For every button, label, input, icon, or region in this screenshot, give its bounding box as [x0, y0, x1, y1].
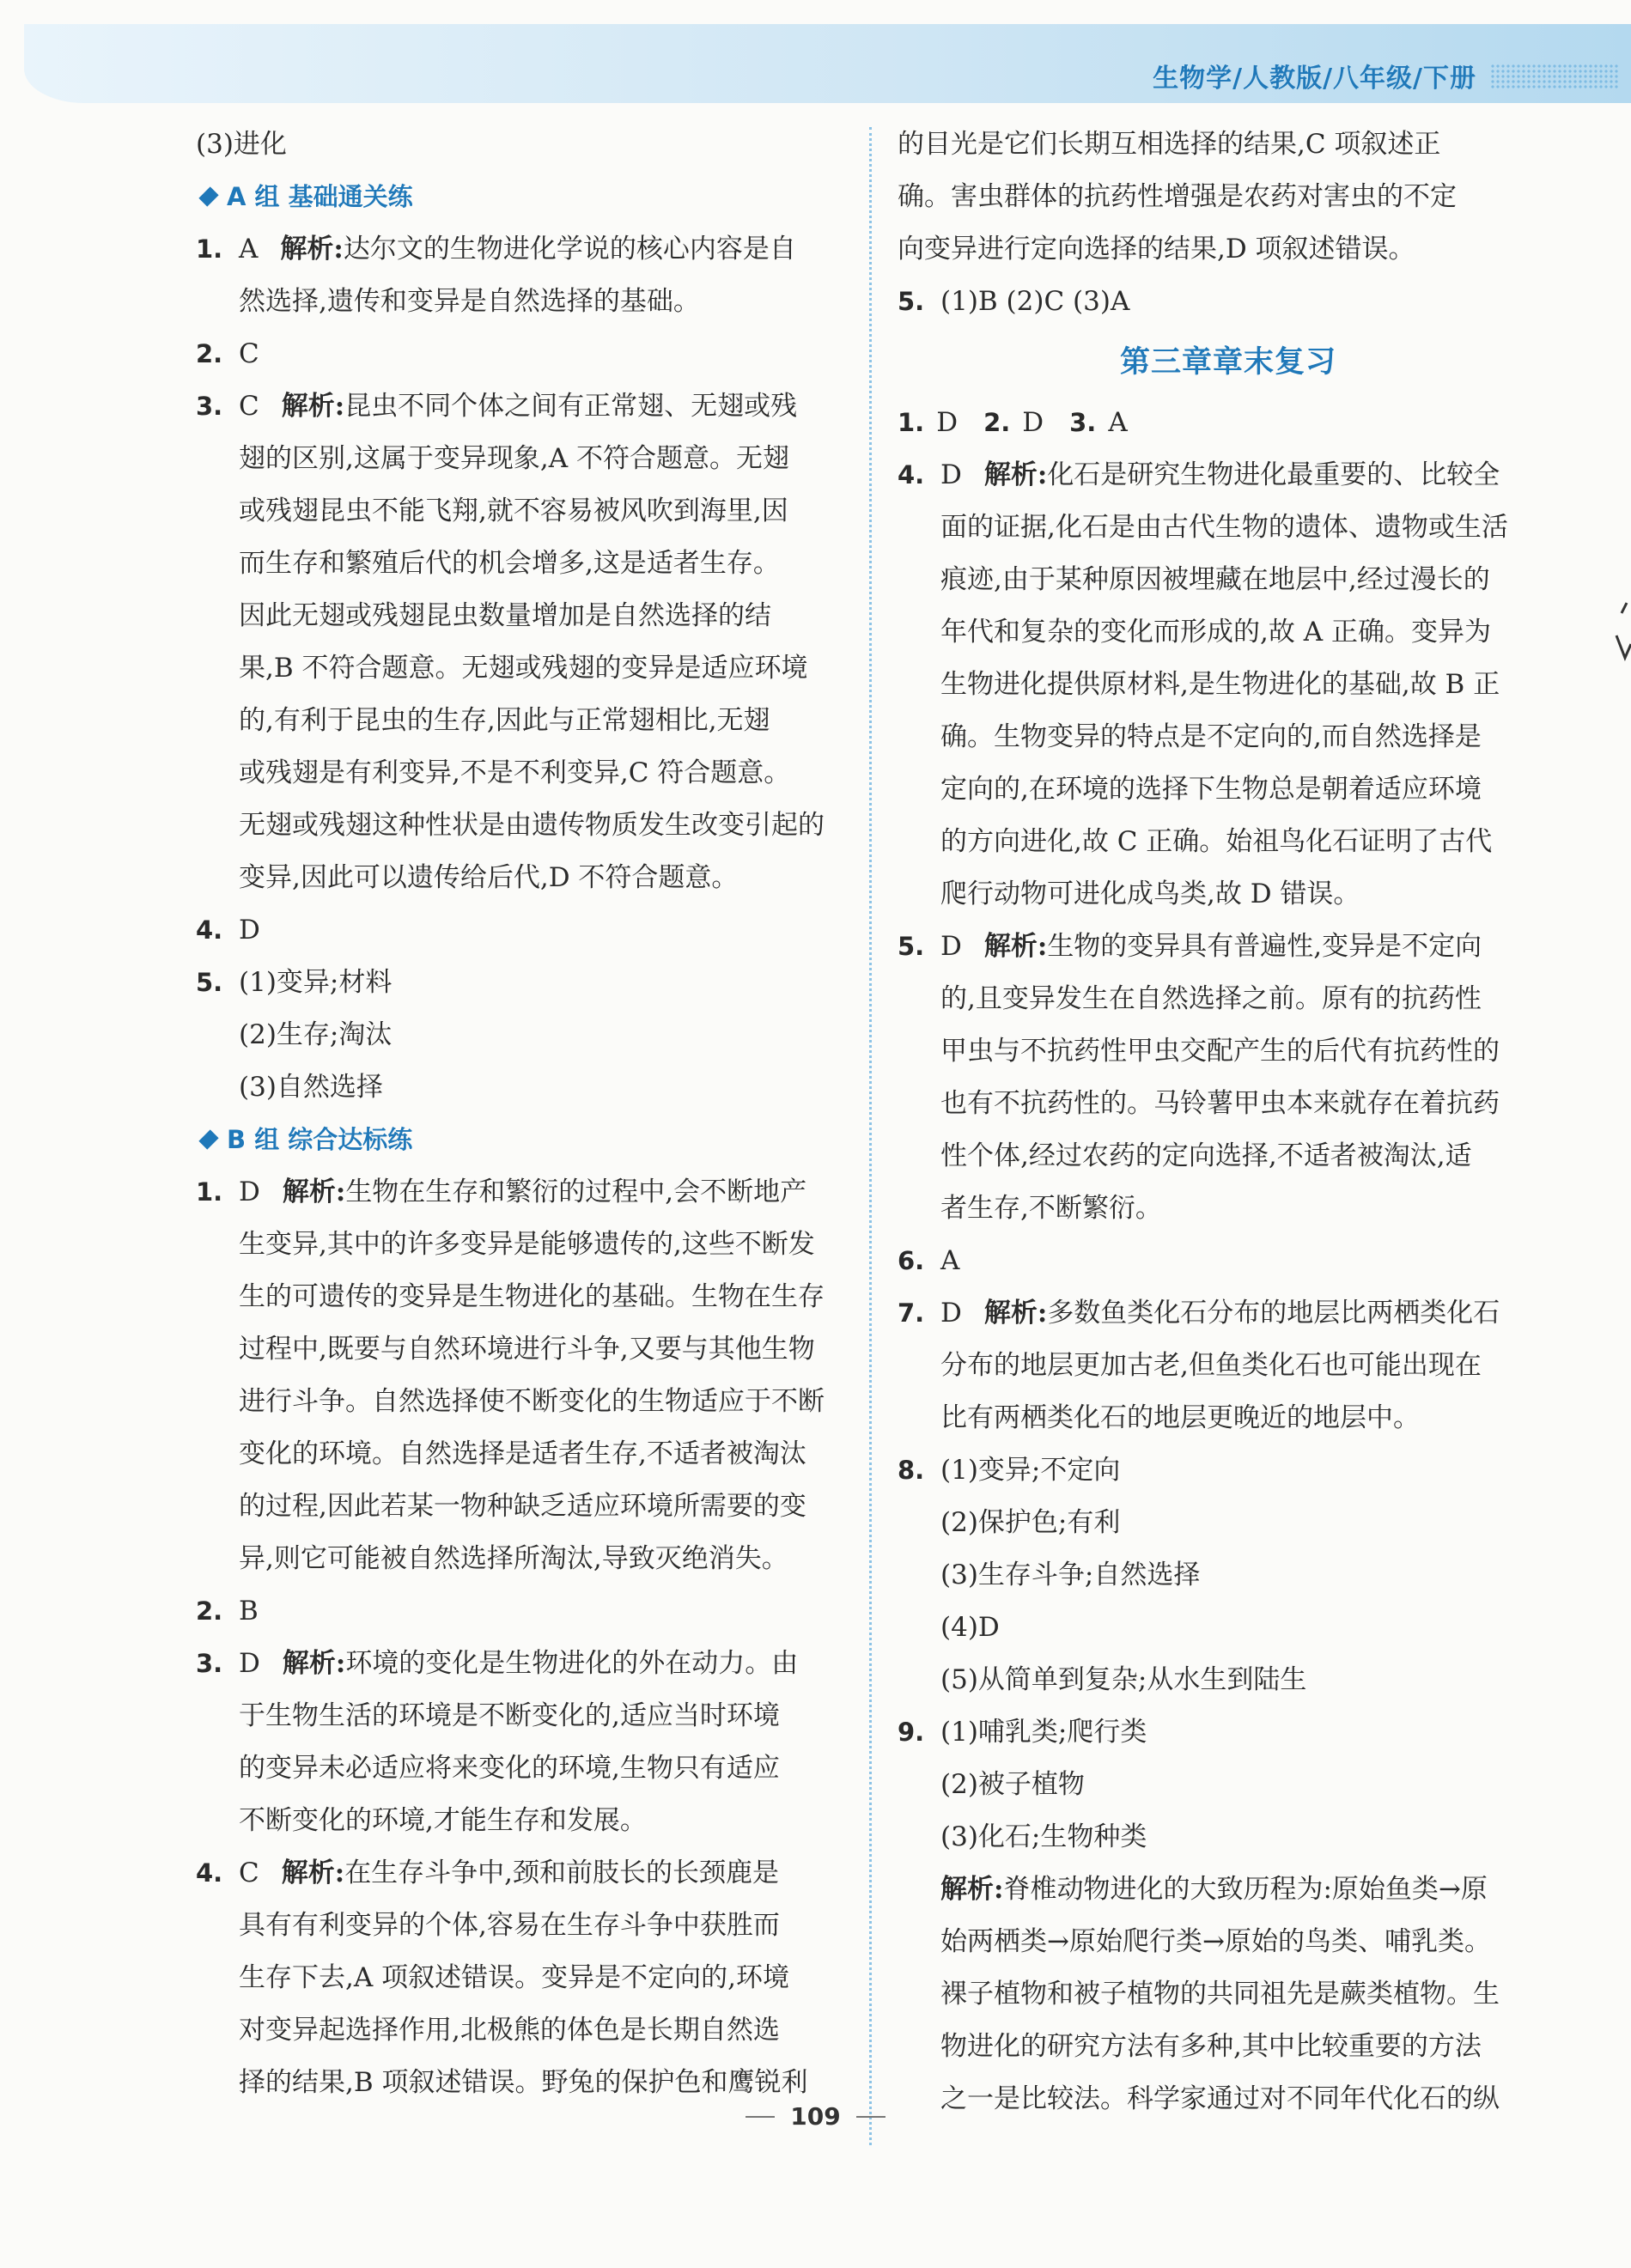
analysis-text: 脊椎动物进化的大致历程为:原始鱼类→原: [1003, 1874, 1488, 1905]
scan-mark: [1613, 601, 1631, 663]
item-number: 5.: [898, 932, 925, 961]
answer-item: [196, 380, 857, 433]
answer-item: [898, 1706, 1559, 1759]
mc-answer: [1069, 397, 1153, 449]
analysis-line: 面的证据,化石是由古代生物的遗体、遗物或生活: [940, 512, 1508, 543]
analysis-line: 无翅或残翅这种性状是由遗传物质发生改变引起的: [239, 810, 825, 841]
analysis-line: 痕迹,由于某种原因被埋藏在地层中,经过漫长的: [940, 564, 1490, 595]
analysis-line: 生物进化提供原材料,是生物进化的基础,故 B 正: [940, 669, 1500, 700]
analysis-line: 进行斗争。自然选择使不断变化的生物适应于不断: [239, 1386, 825, 1417]
analysis-line: 过程中,既要与自然环境进行斗争,又要与其他生物: [239, 1334, 815, 1365]
answer-item: [898, 449, 1559, 502]
group-b-list: [196, 1166, 857, 2109]
analysis-label: 解析:: [983, 1298, 1048, 1329]
item-number: 9.: [898, 1718, 925, 1747]
analysis-line: 择的结果,B 项叙述错误。野兔的保护色和鹰锐利: [239, 2067, 808, 2098]
item-number: 6.: [898, 1246, 925, 1275]
column-divider: [869, 127, 872, 2145]
analysis-line: 或残翅昆虫不能飞翔,就不容易被风吹到海里,因: [239, 496, 788, 526]
multiple-choice-line: [898, 397, 1559, 449]
analysis-text: 昆虫不同个体之间有正常翅、无翅或残: [344, 391, 798, 422]
analysis-line: 的方向进化,故 C 正确。始祖鸟化石证明了古代: [940, 826, 1493, 857]
sub-answer: (2)保护色;有利: [940, 1507, 1121, 1538]
item-number: 4.: [898, 460, 925, 489]
item-number: 5.: [196, 968, 223, 997]
analysis-label: 解析:: [282, 1648, 346, 1679]
answer-item: [196, 904, 857, 957]
answer-item: [196, 1585, 857, 1638]
analysis-line: 具有有利变异的个体,容易在生存斗争中获胜而: [239, 1910, 780, 1941]
analysis-line: 裸子植物和被子植物的共同祖先是蕨类植物。生: [940, 1979, 1500, 2010]
answer-letter: D: [940, 1298, 962, 1329]
item-number: 1.: [196, 1177, 223, 1207]
mc-answer: [983, 397, 1069, 449]
analysis-line: 确。生物变异的特点是不定向的,而自然选择是: [940, 721, 1482, 752]
answer-letter: A: [940, 1245, 960, 1276]
item-number: 4.: [196, 915, 223, 945]
chapter-review-list: [898, 449, 1559, 2125]
text-line: 的目光是它们长期互相选择的结果,C 项叙述正: [898, 129, 1441, 160]
answer-item: [898, 1235, 1559, 1287]
answer-item: [196, 957, 857, 1009]
answer-letter: C: [239, 391, 259, 422]
analysis-line: 不断变化的环境,才能生存和发展。: [239, 1805, 647, 1836]
analysis-line: 或残翅是有利变异,不是不利变异,C 符合题意。: [239, 757, 791, 788]
sub-answer: (1)变异;不定向: [940, 1455, 1121, 1486]
answer-item: [898, 1287, 1559, 1340]
analysis-line: 性个体,经过农药的定向选择,不适者被淘汰,适: [940, 1140, 1472, 1171]
analysis-line: 的,且变异发生在自然选择之前。原有的抗药性: [940, 983, 1482, 1014]
analysis-label: 解析:: [282, 1177, 346, 1207]
intro-line: (3)进化: [196, 129, 287, 160]
analysis-label: 解析:: [281, 391, 345, 422]
answer-letter: D: [239, 915, 260, 946]
group-a-list: [196, 223, 857, 1114]
answer-item: [196, 1638, 857, 1690]
answer-letter: D: [940, 931, 962, 962]
analysis-line: 始两栖类→原始爬行类→原始的鸟类、哺乳类。: [940, 1926, 1491, 1957]
sub-answer: (1)哺乳类;爬行类: [940, 1717, 1147, 1748]
analysis-text: 多数鱼类化石分布的地层比两栖类化石: [1047, 1298, 1500, 1329]
answer-letter: B: [239, 1596, 259, 1627]
analysis-line: 分布的地层更加古老,但鱼类化石也可能出现在: [940, 1350, 1482, 1381]
answer-item: [196, 1847, 857, 1900]
analysis-label: 解析:: [983, 931, 1048, 962]
analysis-line: 翅的区别,这属于变异现象,A 不符合题意。无翅: [239, 443, 789, 474]
header-dot-pattern: [1490, 64, 1619, 89]
answer-item: [898, 921, 1559, 973]
answer-item: [196, 223, 857, 276]
left-column: [196, 119, 857, 2109]
sub-answer: (2)被子植物: [940, 1769, 1085, 1800]
page-number: 109: [0, 2102, 1631, 2131]
analysis-text: 达尔文的生物进化学说的核心内容是自: [343, 234, 796, 264]
sub-answer: (5)从简单到复杂;从水生到陆生: [940, 1664, 1307, 1695]
analysis-line: 果,B 不符合题意。无翅或残翅的变异是适应环境: [239, 653, 808, 684]
analysis-line: 因此无翅或残翅昆虫数量增加是自然选择的结: [239, 600, 771, 631]
answer-letter: A: [239, 234, 259, 264]
item-number: 2.: [983, 408, 1011, 437]
analysis-line: 然选择,遗传和变异是自然选择的基础。: [239, 286, 700, 317]
answer-item: [898, 1444, 1559, 1497]
analysis-text: 环境的变化是生物进化的外在动力。由: [345, 1648, 799, 1679]
analysis-text: 生物的变异具有普遍性,变异是不定向: [1047, 931, 1482, 962]
diamond-icon: [198, 186, 218, 206]
item-number: 1.: [196, 234, 223, 264]
analysis-line: 生存下去,A 项叙述错误。变异是不定向的,环境: [239, 1962, 789, 1993]
analysis-line: 生变异,其中的许多变异是能够遗传的,这些不断发: [239, 1229, 815, 1260]
answer-item: [196, 328, 857, 380]
sub-answer: (4)D: [940, 1612, 1000, 1643]
answer-letter: D: [239, 1648, 260, 1679]
item-number: 7.: [898, 1298, 925, 1328]
sub-answer: (3)生存斗争;自然选择: [940, 1560, 1201, 1590]
analysis-line: 爬行动物可进化成鸟类,故 D 错误。: [940, 879, 1360, 909]
answer-letter: C: [239, 338, 259, 369]
analysis-line: 变异,因此可以遗传给后代,D 不符合题意。: [239, 862, 739, 893]
analysis-label: 解析:: [281, 1858, 345, 1888]
text-line: 确。害虫群体的抗药性增强是农药对害虫的不定: [898, 181, 1457, 212]
item-number: 2.: [196, 339, 223, 368]
answer-letter: D: [936, 407, 959, 438]
analysis-text: 在生存斗争中,颈和前肢长的长颈鹿是: [344, 1858, 780, 1888]
group-b-heading: B 组 综合达标练: [196, 1114, 857, 1166]
answer-letter: D: [940, 459, 962, 490]
answer-letter: A: [1108, 407, 1128, 438]
analysis-line: 也有不抗药性的。马铃薯甲虫本来就存在着抗药: [940, 1088, 1500, 1119]
item-number: 1.: [898, 408, 925, 437]
analysis-line: 于生物生活的环境是不断变化的,适应当时环境: [239, 1700, 780, 1731]
analysis-line: 异,则它可能被自然选择所淘汰,导致灭绝消失。: [239, 1543, 788, 1574]
analysis-line: 的变异未必适应将来变化的环境,生物只有适应: [239, 1753, 780, 1784]
analysis-label: 解析:: [940, 1874, 1004, 1905]
analysis-line: 物进化的研究方法有多种,其中比较重要的方法: [940, 2031, 1482, 2062]
analysis-text: 生物在生存和繁衍的过程中,会不断地产: [345, 1177, 807, 1207]
mc-answer: [898, 397, 983, 449]
item-number: 2.: [196, 1596, 223, 1626]
sub-answer: (1)变异;材料: [239, 967, 393, 998]
item-number: 4.: [196, 1858, 223, 1888]
item-number: 3.: [196, 1649, 223, 1678]
sub-answer: (2)生存;淘汰: [239, 1019, 393, 1050]
item-number: 3.: [196, 392, 223, 421]
chapter-title: 第三章章末复习: [1119, 345, 1336, 380]
analysis-line: 的,有利于昆虫的生存,因此与正常翅相比,无翅: [239, 705, 770, 736]
answer-letter: D: [239, 1177, 260, 1207]
answer-letter: D: [1022, 407, 1044, 438]
analysis-line: 之一是比较法。科学家通过对不同年代化石的纵: [940, 2083, 1500, 2114]
analysis-line: 生的可遗传的变异是生物进化的基础。生物在生存: [239, 1281, 825, 1312]
diamond-icon: [198, 1129, 218, 1149]
group-a-heading: A 组 基础通关练: [196, 171, 857, 223]
analysis-line: 而生存和繁殖后代的机会增多,这是适者生存。: [239, 548, 780, 579]
analysis-label: 解析:: [983, 459, 1048, 490]
analysis-line: 定向的,在环境的选择下生物总是朝着适应环境: [940, 774, 1482, 805]
answer-letter: C: [239, 1858, 259, 1888]
analysis-line: 变化的环境。自然选择是适者生存,不适者被淘汰: [239, 1438, 806, 1469]
analysis-line: 者生存,不断繁衍。: [940, 1193, 1162, 1224]
right-column: [898, 119, 1559, 2125]
analysis-label: 解析:: [280, 234, 344, 264]
analysis-line: [898, 1864, 1559, 1916]
analysis-line: 甲虫与不抗药性甲虫交配产生的后代有抗药性的: [940, 1036, 1500, 1067]
continued-lines: [898, 119, 1559, 276]
header-title: 生物学/人教版/八年级/下册: [1153, 64, 1476, 94]
sub-answer: (3)自然选择: [239, 1072, 383, 1103]
analysis-line: 比有两栖类化石的地层更晚近的地层中。: [940, 1402, 1420, 1433]
question-5: 5. (1)B (2)C (3)A: [898, 286, 1130, 317]
analysis-line: 对变异起选择作用,北极熊的体色是长期自然选: [239, 2015, 780, 2046]
answer-item: [196, 1166, 857, 1219]
item-number: 8.: [898, 1456, 925, 1485]
analysis-text: 化石是研究生物进化最重要的、比较全: [1047, 459, 1500, 490]
text-line: 向变异进行定向选择的结果,D 项叙述错误。: [898, 234, 1415, 264]
analysis-line: 的过程,因此若某一物种缺乏适应环境所需要的变: [239, 1491, 806, 1522]
item-number: 3.: [1069, 408, 1097, 437]
analysis-line: 年代和复杂的变化而形成的,故 A 正确。变异为: [940, 617, 1491, 648]
sub-answer: (3)化石;生物种类: [940, 1821, 1147, 1852]
